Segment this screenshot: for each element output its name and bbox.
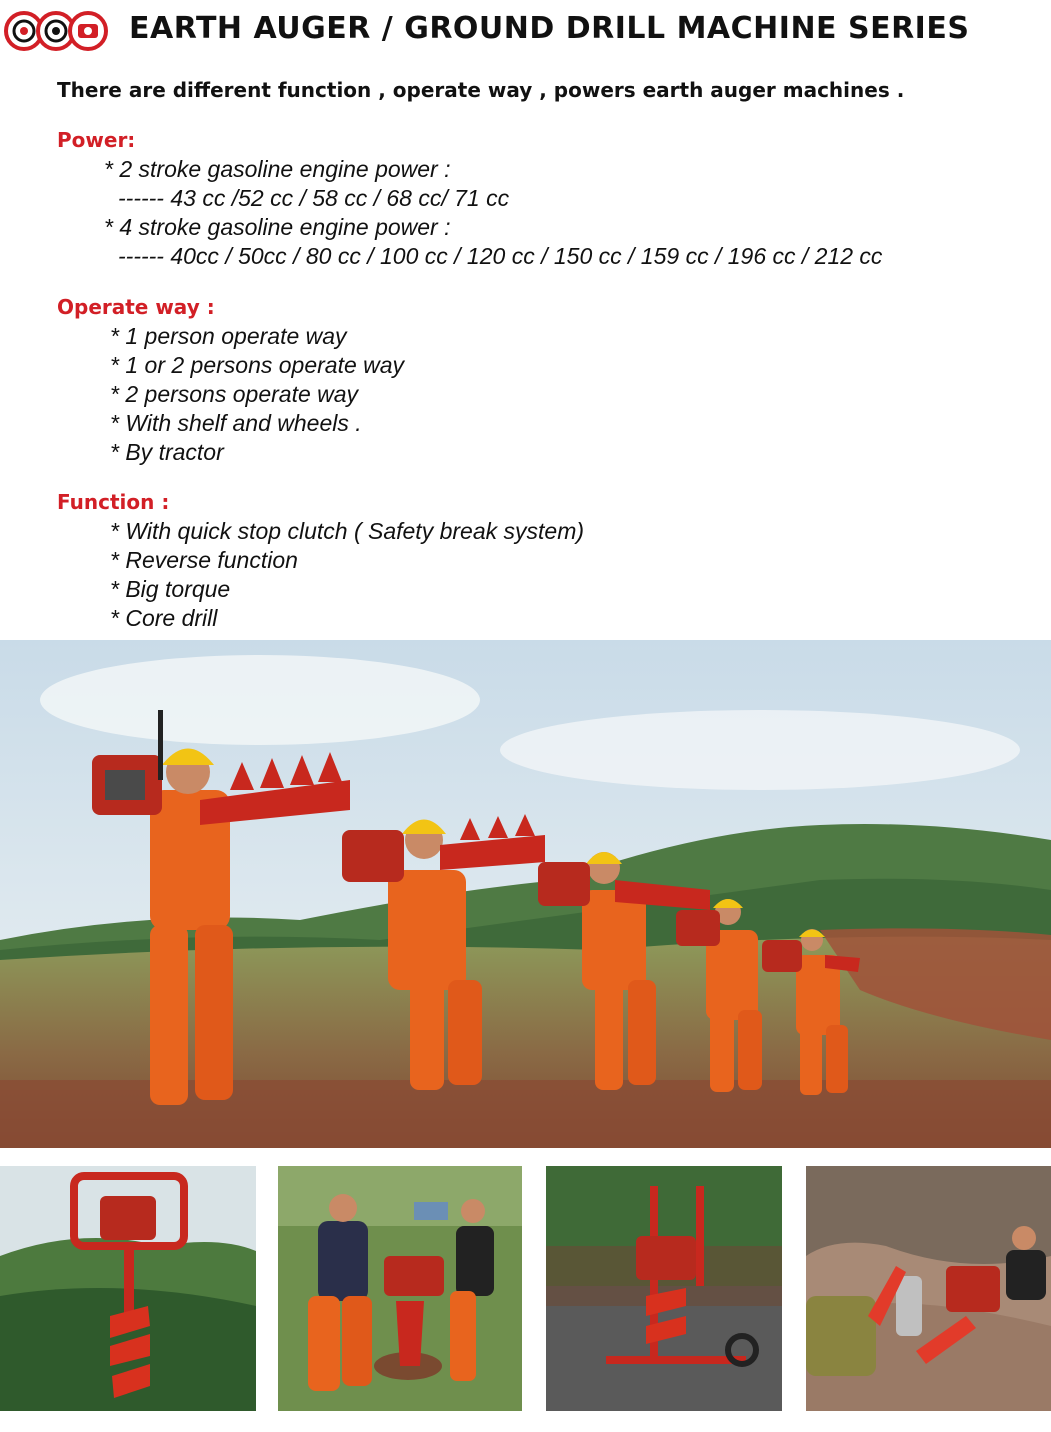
power-line: * 4 stroke gasoline engine power : [104, 214, 451, 240]
function-line: * Reverse function [110, 547, 298, 573]
logo-emblem-icon [70, 13, 106, 49]
operate-line: * By tractor [110, 439, 224, 465]
thumbnail-auger-with-wheels [546, 1166, 782, 1411]
thumbnail-two-person-auger [278, 1166, 522, 1411]
thumbnail-auger-forest [0, 1166, 256, 1411]
header [0, 0, 1051, 62]
operate-line: * 1 person operate way [110, 323, 347, 349]
logo [4, 10, 108, 52]
operate-line: * 2 persons operate way [110, 381, 359, 407]
power-heading: Power: [57, 128, 136, 152]
hero-photo [0, 640, 1051, 1148]
power-line: ------ 43 cc /52 cc / 58 cc / 68 cc/ 71 cc [118, 185, 510, 211]
function-line: * With quick stop clutch ( Safety break system) [110, 518, 585, 544]
function-line: * Core drill [110, 605, 218, 631]
function-heading: Function : [57, 490, 170, 514]
power-line: ------ 40cc / 50cc / 80 cc / 100 cc / 120 cc / 150 cc / 159 cc / 196 cc / 212 cc [118, 243, 883, 269]
operate-heading: Operate way : [57, 295, 215, 319]
logo-badge-icon [4, 10, 108, 52]
thumbnail-core-drill [806, 1166, 1051, 1411]
intro-text: There are different function , operate way , powers earth auger machines . [57, 78, 905, 102]
power-line: * 2 stroke gasoline engine power : [104, 156, 451, 182]
function-line: * Big torque [110, 576, 231, 602]
operate-line: * With shelf and wheels . [110, 410, 362, 436]
operate-line: * 1 or 2 persons operate way [110, 352, 405, 378]
page-title: EARTH AUGER / GROUND DRILL MACHINE SERIES [129, 11, 970, 46]
